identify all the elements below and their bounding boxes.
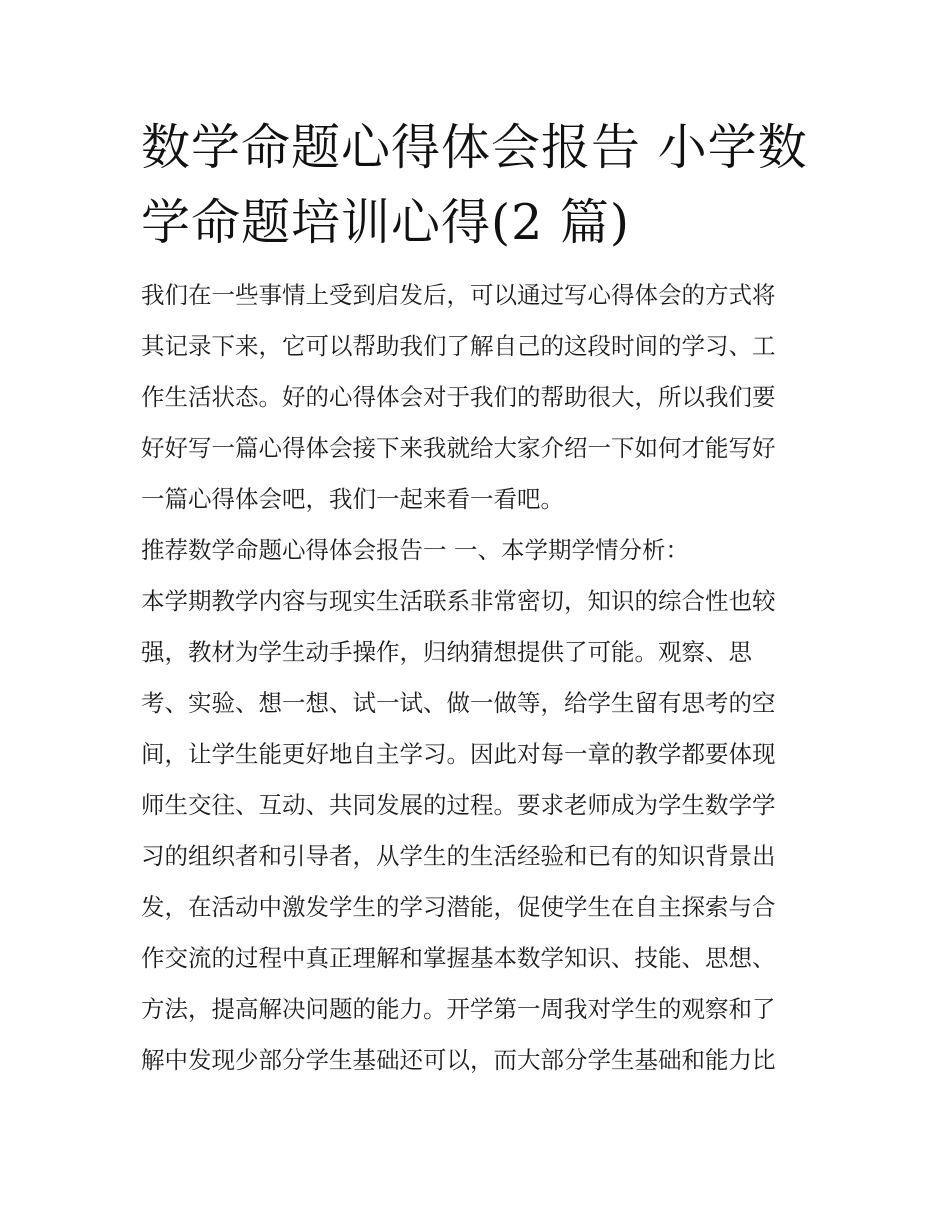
title-line-1: 数学命题心得体会报告 小学数 [141,119,808,176]
intro-line: 作生活状态。好的心得体会对于我们的帮助很大，所以我们要 [141,383,776,411]
section-line: 强，教材为学生动手操作，归纳猜想提供了可能。观察、思 [141,638,752,666]
intro-line: 一篇心得体会吧，我们一起来看一看吧。 [141,485,564,513]
section-line: 考、实验、想一想、试一试、做一做等，给学生留有思考的空 [141,689,776,717]
document-body [141,270,821,1086]
section-line: 作交流的过程中真正理解和掌握基本数学知识、技能、思想、 [141,944,776,972]
section-line: 解中发现少部分学生基础还可以，而大部分学生基础和能力比 [141,1046,776,1074]
section-line: 发，在活动中激发学生的学习潜能，促使学生在自主探索与合 [141,893,776,921]
document-content [141,110,821,1086]
title-line-2: 学命题培训心得(2 篇) [141,194,630,251]
section-line: 方法，提高解决问题的能力。开学第一周我对学生的观察和了 [141,995,776,1023]
section-line: 间，让学生能更好地自主学习。因此对每一章的教学都要体现 [141,740,776,768]
intro-line: 我们在一些事情上受到启发后，可以通过写心得体会的方式将 [141,281,776,309]
intro-line: 好好写一篇心得体会接下来我就给大家介绍一下如何才能写好 [141,434,776,462]
intro-line: 其记录下来，它可以帮助我们了解自己的这段时间的学习、工 [141,332,776,360]
section-line: 本学期教学内容与现实生活联系非常密切，知识的综合性也较 [141,587,776,615]
section-heading: 推荐数学命题心得体会报告一 一、本学期学情分析： [141,536,689,564]
document-title [141,110,821,260]
section-line: 师生交往、互动、共同发展的过程。要求老师成为学生数学学 [141,791,776,819]
section-line: 习的组织者和引导者，从学生的生活经验和已有的知识背景出 [141,842,776,870]
